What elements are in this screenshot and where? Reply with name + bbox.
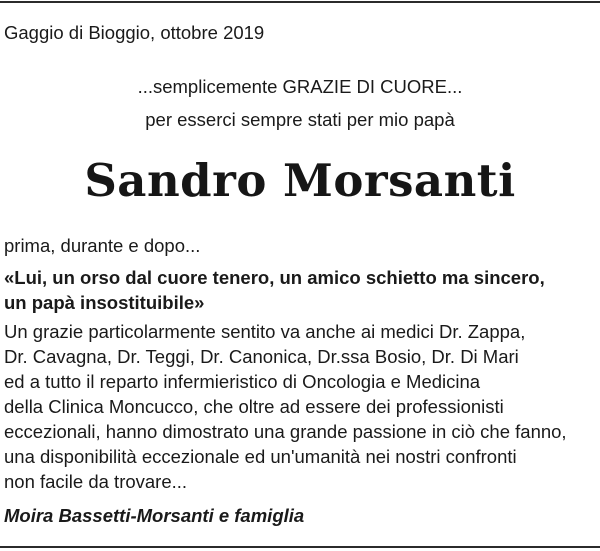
signature-line: Moira Bassetti-Morsanti e famiglia [4, 505, 305, 526]
quote-line-1: «Lui, un orso dal cuore tenero, un amico schietto ma sincero, [4, 267, 545, 288]
for-being-line: per esserci sempre stati per mio papà [145, 109, 455, 130]
quote-line-2: un papà insostituibile» [4, 292, 205, 313]
paragraph-line-2: Dr. Cavagna, Dr. Teggi, Dr. Canonica, Dr.ssa Bosio, Dr. Di Mari [4, 346, 519, 367]
before-during-after-line: prima, durante e dopo... [4, 235, 201, 256]
paragraph-line-4: della Clinica Moncucco, che oltre ad essere dei professionisti [4, 396, 504, 417]
paragraph-line-1: Un grazie particolarmente sentito va anche ai medici Dr. Zappa, [4, 321, 526, 342]
paragraph-line-3: ed a tutto il reparto infermieristico di Oncologia e Medicina [4, 371, 481, 392]
paragraph-line-5: eccezionali, hanno dimostrato una grande passione in ciò che fanno, [4, 421, 567, 442]
deceased-name-heading: Sandro Morsanti [84, 154, 516, 207]
thanks-line: ...semplicemente GRAZIE DI CUORE... [137, 76, 463, 97]
top-border-rule [0, 1, 600, 3]
paragraph-line-6: una disponibilità eccezionale ed un'umanità nei nostri confronti [4, 446, 517, 467]
paragraph-line-7: non facile da trovare... [4, 471, 188, 492]
bottom-border-rule [0, 546, 600, 548]
place-date-line: Gaggio di Bioggio, ottobre 2019 [4, 22, 265, 43]
